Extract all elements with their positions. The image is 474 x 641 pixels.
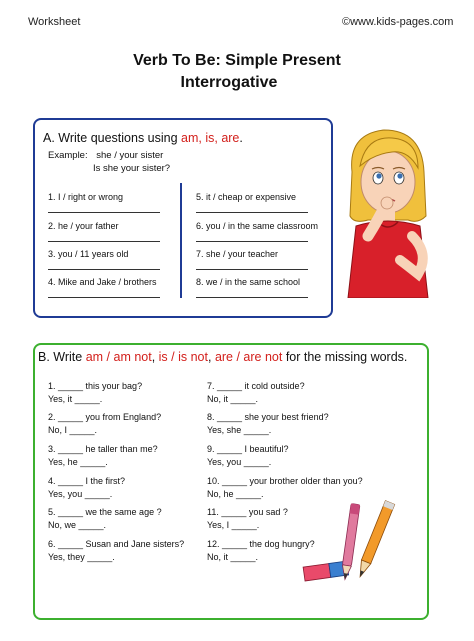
- answer-b-12: No, it _____.: [207, 552, 259, 562]
- answer-b-2: No, I _____.: [48, 425, 98, 435]
- answer-line[interactable]: [196, 241, 308, 242]
- question-b-3: 3. _____ he taller than me?: [48, 444, 158, 454]
- answer-line[interactable]: [196, 212, 308, 213]
- section-a-divider: [180, 183, 182, 298]
- section-b-option-am: am / am not: [85, 350, 152, 364]
- answer-line[interactable]: [48, 241, 160, 242]
- section-a-target-words: am, is, are: [181, 131, 240, 145]
- separator: ,: [207, 350, 215, 364]
- question-b-10: 10. _____ your brother older than you?: [207, 476, 363, 486]
- pencil-eraser-illustration: [300, 500, 400, 586]
- question-b-8: 8. _____ she your best friend?: [207, 412, 329, 422]
- question-b-12: 12. _____ the dog hungry?: [207, 539, 315, 549]
- answer-b-11: Yes, I _____.: [207, 520, 260, 530]
- question-a-6: 6. you / in the same classroom: [196, 221, 319, 231]
- girl-thinking-illustration: [338, 124, 438, 298]
- section-a-heading: [43, 131, 243, 145]
- answer-b-1: Yes, it _____.: [48, 394, 103, 404]
- section-b-heading-end: for the missing words.: [282, 350, 408, 364]
- section-a-box: [33, 118, 333, 318]
- example-prompt: she / your sister: [96, 150, 164, 161]
- section-a-heading-end: .: [239, 131, 243, 145]
- question-b-2: 2. _____ you from England?: [48, 412, 162, 422]
- question-b-9: 9. _____ I beautiful?: [207, 444, 289, 454]
- site-credit: ©www.kids-pages.com: [342, 16, 454, 28]
- page-title: Verb To Be: Simple Present: [133, 52, 341, 69]
- answer-b-4: Yes, you _____.: [48, 489, 113, 499]
- answer-line[interactable]: [48, 297, 160, 298]
- answer-line[interactable]: [48, 269, 160, 270]
- answer-b-10: No, he _____.: [207, 489, 264, 499]
- example-answer: Is she your sister?: [93, 163, 171, 174]
- question-b-6: 6. _____ Susan and Jane sisters?: [48, 539, 185, 549]
- answer-b-8: Yes, she _____.: [207, 425, 272, 435]
- question-b-5: 5. _____ we the same age ?: [48, 507, 162, 517]
- page-subtitle: Interrogative: [180, 74, 278, 91]
- answer-line[interactable]: [196, 297, 308, 298]
- example-block: [48, 149, 163, 162]
- question-a-8: 8. we / in the same school: [196, 277, 301, 287]
- section-b-heading-text: B. Write: [38, 350, 86, 364]
- question-b-1: 1. _____ this your bag?: [48, 381, 143, 391]
- answer-line[interactable]: [196, 269, 308, 270]
- question-b-7: 7. _____ it cold outside?: [207, 381, 305, 391]
- worksheet-label: Worksheet: [28, 16, 81, 28]
- question-a-4: 4. Mike and Jake / brothers: [48, 277, 157, 287]
- answer-b-5: No, we _____.: [48, 520, 107, 530]
- question-a-2: 2. he / your father: [48, 221, 119, 231]
- answer-b-3: Yes, he _____.: [48, 457, 108, 467]
- question-b-11: 11. _____ you sad ?: [207, 507, 288, 517]
- answer-b-9: Yes, you _____.: [207, 457, 272, 467]
- question-a-3: 3. you / 11 years old: [48, 249, 129, 259]
- section-b-heading: [38, 350, 407, 364]
- section-b-option-are: are / are not: [214, 350, 283, 364]
- example-label: Example:: [48, 150, 88, 161]
- answer-b-7: No, it _____.: [207, 394, 259, 404]
- answer-b-6: Yes, they _____.: [48, 552, 115, 562]
- answer-line[interactable]: [48, 212, 160, 213]
- question-a-7: 7. she / your teacher: [196, 249, 279, 259]
- section-a-heading-text: A. Write questions using: [43, 131, 182, 145]
- question-a-1: 1. I / right or wrong: [48, 192, 124, 202]
- separator: ,: [151, 350, 159, 364]
- question-a-5: 5. it / cheap or expensive: [196, 192, 297, 202]
- section-b-option-is: is / is not: [158, 350, 208, 364]
- question-b-4: 4. _____ I the first?: [48, 476, 126, 486]
